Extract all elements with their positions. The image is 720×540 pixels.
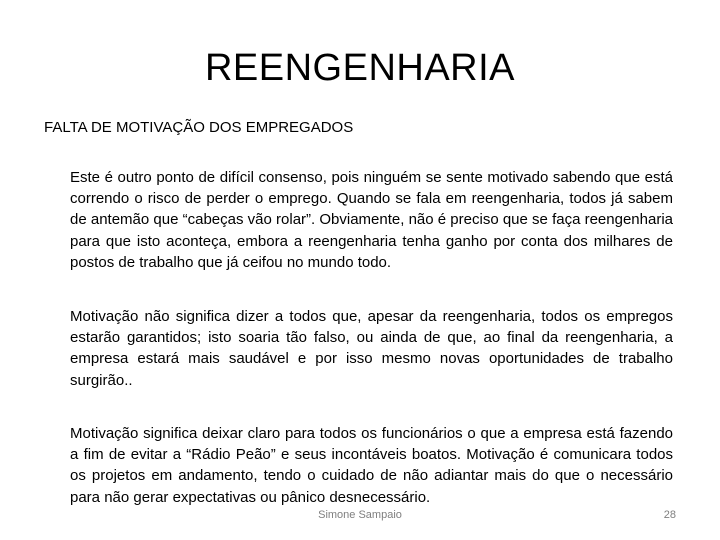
slide-title: REENGENHARIA [204, 47, 516, 89]
slide-subtitle: FALTA DE MOTIVAÇÃO DOS EMPREGADOS [44, 119, 354, 136]
paragraph-3: Motivação significa deixar claro para todos os funcionários o que a empresa está fazendo a fim de evitar a “Rádio Peão” e seus incontáveis boatos. Motivação é comunicara todos os projetos em andamento, tendo o cuidado de não adiantar mais do que o necessário para não gerar expectativas ou pânico desnecessário. [70, 425, 673, 506]
footer-page-number: 28 [663, 509, 676, 521]
paragraph-1: Este é outro ponto de difícil consenso, pois ninguém se sente motivado sabendo que está correndo o risco de perder o emprego. Quando se fala em reengenharia, todos já sabem de antemão que “cabeças vão rolar”. Obviamente, não é preciso que se faça reengenharia para que isto aconteça, embora a reengenharia tenha ganho por conta dos milhares de postos de trabalho que já ceifou no mundo todo. [70, 169, 673, 271]
footer-author: Simone Sampaio [318, 509, 402, 521]
paragraph-2: Motivação não significa dizer a todos que, apesar da reengenharia, todos os empregos estarão garantidos; isto soaria tão falso, ou ainda de que, ao final da reengenharia, a empresa estará mais saudável e por isso mesmo novas oportunidades de trabalho surgirão.. [70, 308, 673, 389]
